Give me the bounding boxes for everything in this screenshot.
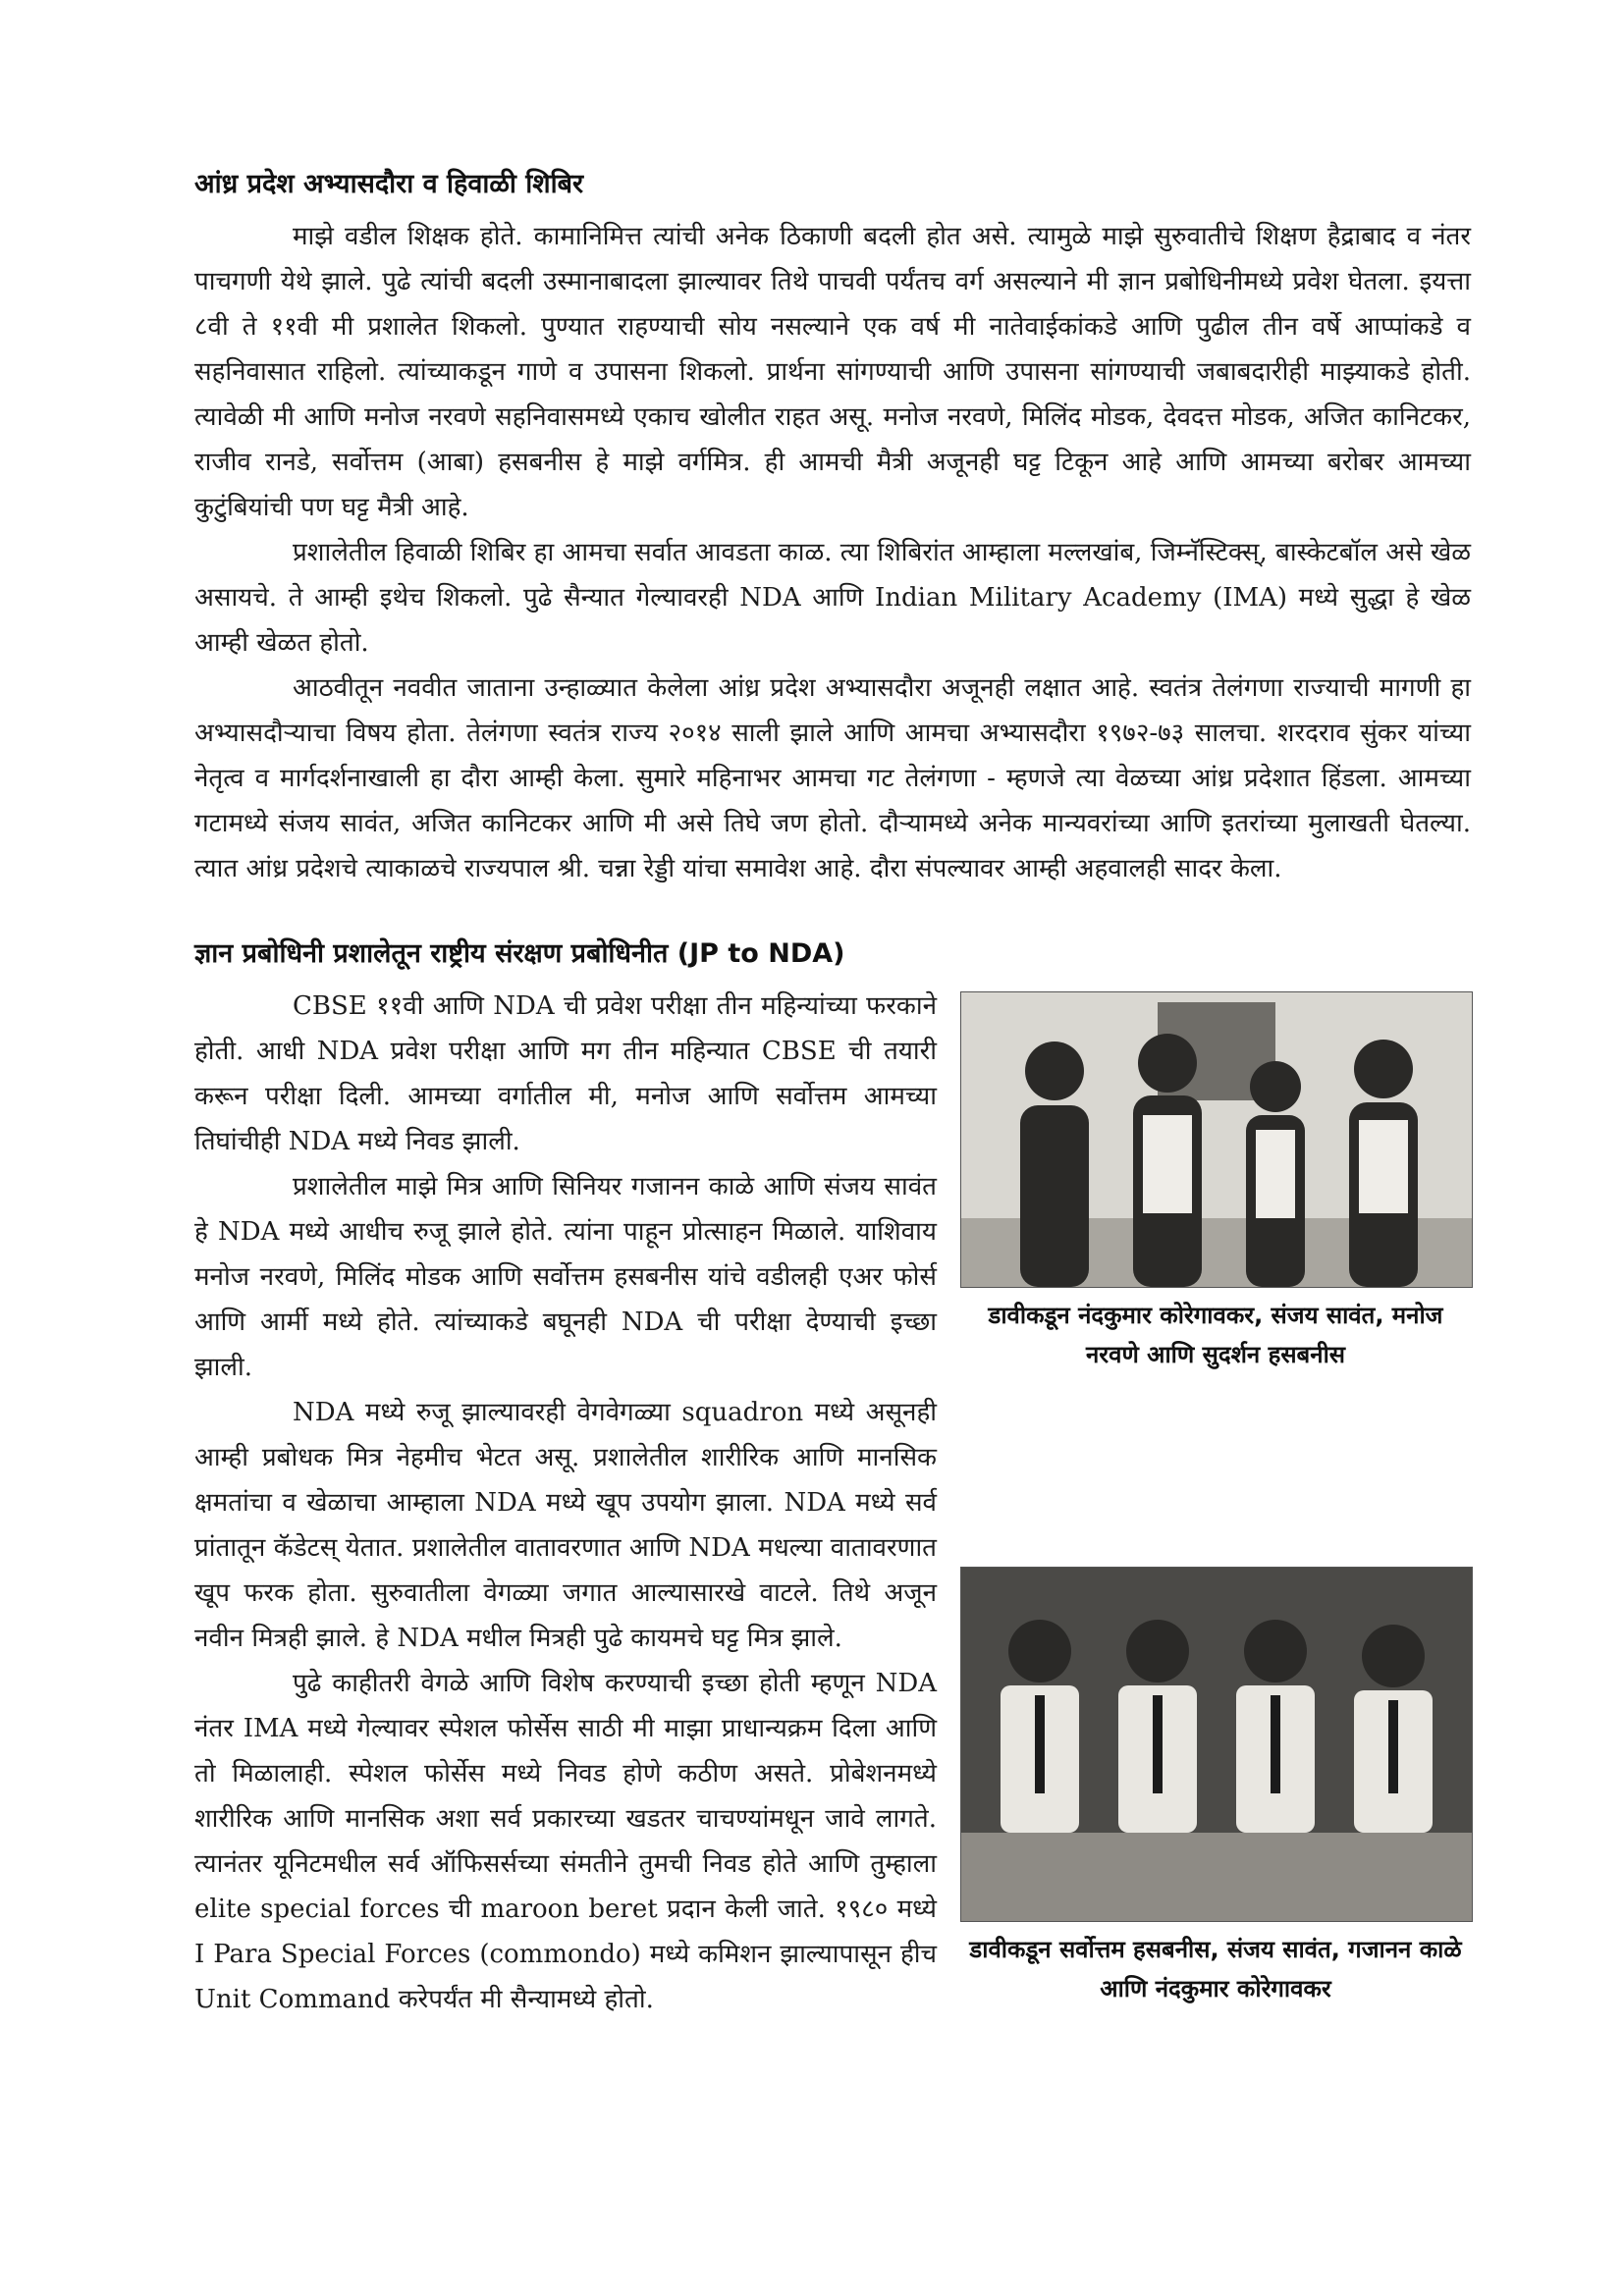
section2-heading: ज्ञान प्रबोधिनी प्रशालेतून राष्ट्रीय संरक्षण प्रबोधिनीत (JP to NDA) xyxy=(194,938,845,969)
photo-1-caption: डावीकडून नंदकुमार कोरेगावकर, संजय सावंत, मनोज नरवणे आणि सुदर्शन हसबनीस xyxy=(988,1302,1443,1368)
section2-paragraph-4: पुढे काहीतरी वेगळे आणि विशेष करण्याची इच्छा होती म्हणून NDA नंतर IMA मध्ये गेल्यावर स्पेशल फोर्सेस साठी मी माझा प्राधान्यक्रम दिला आणि तो मिळालाही. स्पेशल फोर्सेस मध्ये निवड होणे कठीण असते. प्रोबेशनमध्ये शारीरिक आणि मानसिक अशा सर्व प्रकारच्या खडतर चाचण्यांमधून जावे लागते. त्यानंतर यूनिटमधील सर्व ऑफिसर्सच्या संमतीने तुमची निवड होते आणि तुम्हाला elite special forces ची maroon beret प्रदान केली जाते. १९८० मध्ये I Para Special Forces (commondo) मध्ये कमिशन झाल्यापासून हीच Unit Command करेपर्यंत मी सैन्यामध्ये होतो. xyxy=(194,1669,937,2014)
section2-paragraph-2: प्रशालेतील माझे मित्र आणि सिनियर गजानन काळे आणि संजय सावंत हे NDA मध्ये आधीच रुजू झाले होते. त्यांना पाहून प्रोत्साहन मिळाले. याशिवाय मनोज नरवणे, मिलिंद मोडक आणि सर्वोत्तम हसबनीस यांचे वडीलही एअर फोर्स आणि आर्मी मध्ये होते. त्यांच्याकडे बघूनही NDA ची परीक्षा देण्याची इच्छा झाली. xyxy=(194,1172,937,1382)
photo-2 xyxy=(960,1567,1471,2008)
group-photo-2-illustration xyxy=(961,1568,1472,1921)
section1-paragraph-1: माझे वडील शिक्षक होते. कामानिमित्त त्यांची अनेक ठिकाणी बदली होत असे. त्यामुळे माझे सुरुवातीचे शिक्षण हैद्राबाद व नंतर पाचगणी येथे झाले. पुढे त्यांची बदली उस्मानाबादला झाल्यावर तिथे पाचवी पर्यंतच वर्ग असल्याने मी ज्ञान प्रबोधिनीमध्ये प्रवेश घेतला. इयत्ता ८वी ते ११वी मी प्रशालेत शिकलो. पुण्यात राहण्याची सोय नसल्याने एक वर्ष मी नातेवाईकांकडे आणि पुढील तीन वर्षे आप्पांकडे व सहनिवासात राहिलो. त्यांच्याकडून गाणे व उपासना शिकलो. प्रार्थना सांगण्याची आणि उपासना सांगण्याची जबाबदारीही माझ्याकडे होती. त्यावेळी मी आणि मनोज नरवणे सहनिवासमध्ये एकाच खोलीत राहत असू. मनोज नरवणे, मिलिंद मोडक, देवदत्त मोडक, अजित कानिटकर, राजीव रानडे, सर्वोत्तम (आबा) हसबनीस हे माझे वर्गमित्र. ही आमची मैत्री अजूनही घट्ट टिकून आहे आणि आमच्या बरोबर आमच्या कुटुंबियांची पण घट्ट मैत्री आहे. xyxy=(194,222,1471,522)
photo-2-caption: डावीकडून सर्वोत्तम हसबनीस, संजय सावंत, गजानन काळे आणि नंदकुमार कोरेगावकर xyxy=(969,1936,1462,2002)
section2-paragraph-1: CBSE ११वी आणि NDA ची प्रवेश परीक्षा तीन महिन्यांच्या फरकाने होती. आधी NDA प्रवेश परीक्षा आणि मग तीन महिन्यात CBSE ची तयारी करून परीक्षा दिली. आमच्या वर्गातील मी, मनोज आणि सर्वोत्तम आमच्या तिघांचीही NDA मध्ये निवड झाली. xyxy=(194,991,937,1156)
section1-heading: आंध्र प्रदेश अभ्यासदौरा व हिवाळी शिबिर xyxy=(194,169,584,199)
section1-paragraph-3: आठवीतून नववीत जाताना उन्हाळ्यात केलेला आंध्र प्रदेश अभ्यासदौरा अजूनही लक्षात आहे. स्वतंत्र तेलंगणा राज्याची मागणी हा अभ्यासदौऱ्याचा विषय होता. तेलंगणा स्वतंत्र राज्य २०१४ साली झाले आणि आमचा अभ्यासदौरा १९७२-७३ सालचा. शरदराव सुंकर यांच्या नेतृत्व व मार्गदर्शनाखाली हा दौरा आम्ही केला. सुमारे महिनाभर आमचा गट तेलंगणा - म्हणजे त्या वेळच्या आंध्र प्रदेशात हिंडला. आमच्या गटामध्ये संजय सावंत, अजित कानिटकर आणि मी असे तिघे जण होतो. दौऱ्यामध्ये अनेक मान्यवरांच्या आणि इतरांच्या मुलाखती घेतल्या. त्यात आंध्र प्रदेशचे त्याकाळचे राज्यपाल श्री. चन्ना रेड्डी यांचा समावेश आहे. दौरा संपल्यावर आम्ही अहवालही सादर केला. xyxy=(194,673,1471,883)
photo-1-image xyxy=(960,991,1473,1288)
document-page xyxy=(194,165,1471,2022)
section2 xyxy=(194,934,1471,2022)
group-photo-1-illustration xyxy=(961,992,1472,1287)
section1-paragraph-2: प्रशालेतील हिवाळी शिबिर हा आमचा सर्वात आवडता काळ. त्या शिबिरांत आम्हाला मल्लखांब, जिम्नॅस्टिक्स्, बास्केटबॉल असे खेळ असायचे. ते आम्ही इथेच शिकलो. पुढे सैन्यात गेल्यावरही NDA आणि Indian Military Academy (IMA) मध्ये सुद्धा हे खेळ आम्ही खेळत होतो. xyxy=(194,538,1471,658)
photo-2-image xyxy=(960,1567,1473,1922)
section2-paragraph-3: NDA मध्ये रुजू झाल्यावरही वेगवेगळ्या squadron मध्ये असूनही आम्ही प्रबोधक मित्र नेहमीच भेटत असू. प्रशालेतील शारीरिक आणि मानसिक क्षमतांचा व खेळाचा आम्हाला NDA मध्ये खूप उपयोग झाला. NDA मध्ये सर्व प्रांतातून कॅडेटस् येतात. प्रशालेतील वातावरणात आणि NDA मधल्या वातावरणात खूप फरक होता. सुरुवातीला वेगळ्या जगात आल्यासारखे वाटले. तिथे अजून नवीन मित्रही झाले. हे NDA मधील मित्रही पुढे कायमचे घट्ट मित्र झाले. xyxy=(194,1398,937,1653)
photo-1 xyxy=(960,991,1471,1374)
